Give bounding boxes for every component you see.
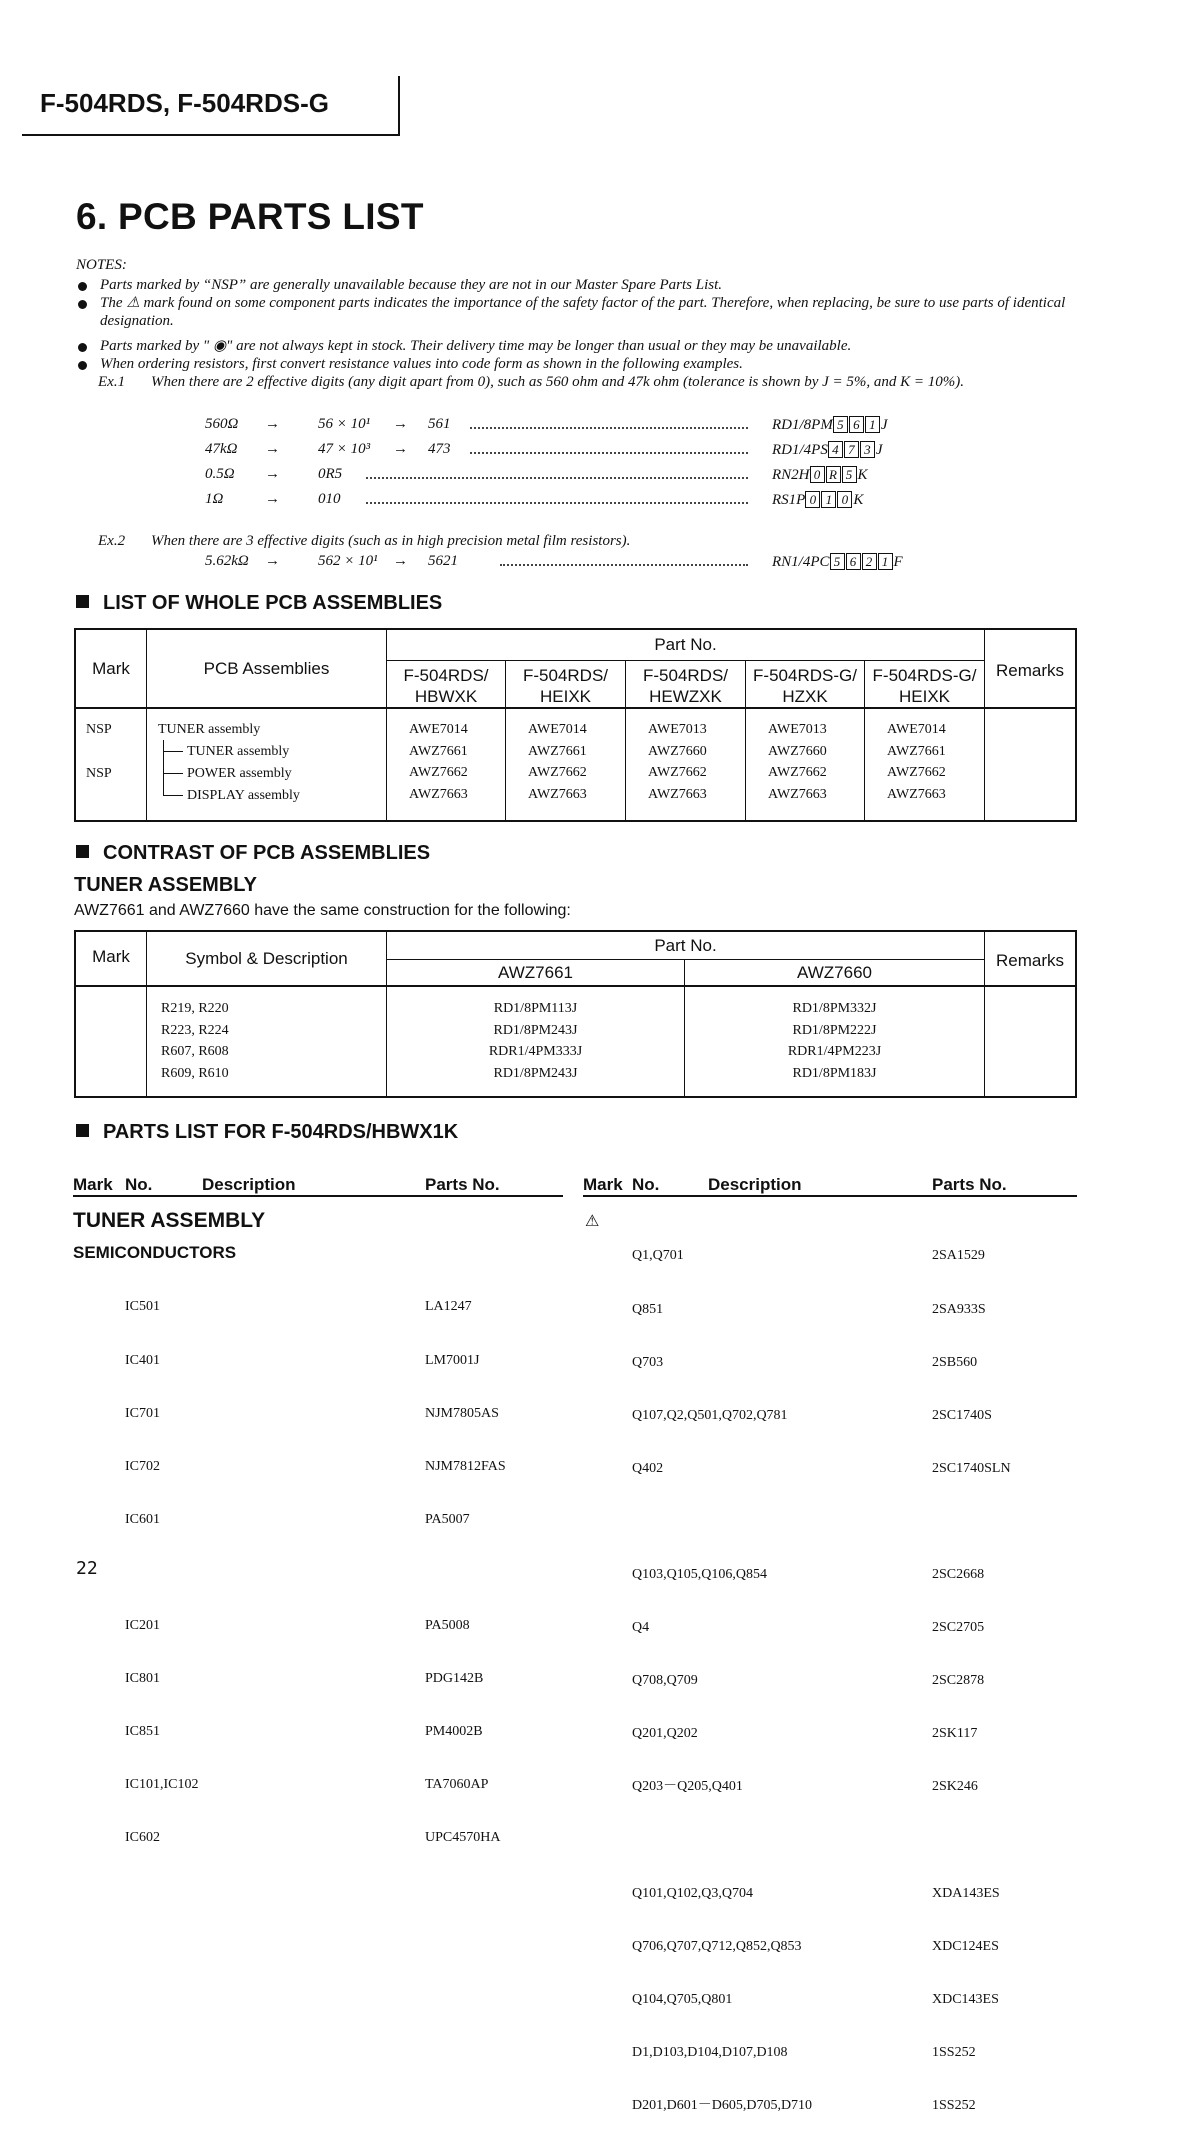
mark-cell: NSP <box>86 722 112 737</box>
list-item: LA1247 <box>425 1299 472 1315</box>
arrow-icon: → <box>265 553 280 569</box>
list-item: IC602 <box>125 1830 160 1846</box>
list-item: XDA143ES <box>932 1885 1000 1901</box>
arrow-icon: → <box>265 416 280 432</box>
list-item: IC801 <box>125 1671 160 1687</box>
pl-header-mark: Mark <box>73 1175 113 1194</box>
part-no-column: AWE7014 AWZ7661 AWZ7662 AWZ7663 <box>887 722 946 802</box>
note-stock: Parts marked by " ◉" are not always kept in stock. Their delivery time may be longer than usual or they may be unavailable. <box>100 338 852 354</box>
assembly-name: TUNER assembly <box>187 744 290 759</box>
resistance-value: 1Ω <box>205 491 224 507</box>
code: 5621 <box>428 553 458 569</box>
list-item: IC601 <box>125 1511 160 1527</box>
pl-header-mark: Mark <box>583 1175 623 1194</box>
leader-dots <box>470 452 748 454</box>
col-header-model: F-504RDS/ HBWXK <box>403 666 489 706</box>
list-item <box>932 1513 1011 1531</box>
list-item: 2SC2668 <box>932 1567 985 1583</box>
list-item: 2SC1740S <box>932 1407 992 1423</box>
col-header-model: F-504RDS/ HEIXK <box>522 666 609 706</box>
resistance-value: 0.5Ω <box>205 466 235 482</box>
document-model-header: F-504RDS, F-504RDS-G <box>40 88 329 118</box>
list-item: PA5007 <box>425 1511 470 1527</box>
pl-header-parts-no: Parts No. <box>932 1175 1007 1194</box>
col-header-part-no: Part No. <box>654 635 717 654</box>
list-item: 2SC1740SLN <box>932 1460 1011 1476</box>
list-item: 2SK117 <box>932 1726 978 1742</box>
list-item: XDC124ES <box>932 1938 999 1954</box>
col-header-mark: Mark <box>92 947 130 966</box>
list-item: Q706,Q707,Q712,Q852,Q853 <box>632 1938 802 1954</box>
part-no-column: AWE7014 AWZ7661 AWZ7662 AWZ7663 <box>528 722 587 802</box>
list-item: IC701 <box>125 1405 160 1421</box>
list-item: 1SS252 <box>932 2098 976 2114</box>
part-no-column: AWE7014 AWZ7661 AWZ7662 AWZ7663 <box>409 722 468 802</box>
multiplier: 56 × 10¹ <box>318 416 371 432</box>
page-number: 22 <box>76 1558 98 1579</box>
list-item <box>125 1564 199 1582</box>
pl-header-no: No. <box>632 1175 660 1194</box>
list-item: IC401 <box>125 1352 160 1368</box>
list-item: Q101,Q102,Q3,Q704 <box>632 1885 753 1901</box>
list-item: Q203－Q205,Q401 <box>632 1779 743 1795</box>
contrast-subheading: TUNER ASSEMBLY <box>74 874 257 896</box>
col-header-symbol: Symbol & Description <box>185 949 348 968</box>
list-item: IC851 <box>125 1724 160 1740</box>
square-bullet-icon <box>76 595 89 608</box>
col-header-mark: Mark <box>92 659 130 678</box>
col-header-assemblies: PCB Assemblies <box>203 659 330 678</box>
left-description-column <box>125 1263 199 1865</box>
square-bullet-icon <box>76 845 89 858</box>
group-title: SEMICONDUCTORS <box>73 1243 237 1262</box>
list-item: 2SA1529 <box>932 1248 985 1264</box>
list-item: LM7001J <box>425 1352 480 1368</box>
right-description-column <box>632 1212 812 2133</box>
pl-header-no: No. <box>125 1175 153 1194</box>
note-safety-mark: The ⚠ mark found on some component parts indicates the importance of the safety factor of the part. Therefore, when replacing, be sure to use parts of identical designation. <box>100 295 1066 329</box>
part-no-column: AWE7013 AWZ7660 AWZ7662 AWZ7663 <box>768 722 827 802</box>
tree-line <box>163 740 164 795</box>
multiplier: 47 × 10³ <box>318 441 371 457</box>
multiplier: 562 × 10¹ <box>318 553 378 569</box>
section-heading-whole-pcb: LIST OF WHOLE PCB ASSEMBLIES <box>76 592 442 615</box>
list-item: Q703 <box>632 1354 664 1370</box>
pl-header-rule <box>583 1195 1077 1197</box>
multiplier: 010 <box>318 491 341 507</box>
ex2-label: Ex.2 <box>98 533 126 549</box>
section-heading-parts-list: PARTS LIST FOR F-504RDS/HBWX1K <box>76 1121 458 1144</box>
resistance-value: 5.62kΩ <box>205 553 249 569</box>
list-item: Q201,Q202 <box>632 1726 698 1742</box>
pl-header-rule <box>73 1195 563 1197</box>
col-header-model: F-504RDS/ HEWZXK <box>642 666 729 706</box>
note-resistor-code: When ordering resistors, first convert resistance values into code form as shown in the following examples. <box>100 356 743 372</box>
list-item: D1,D103,D104,D107,D108 <box>632 2045 788 2061</box>
list-item: TA7060AP <box>425 1777 489 1793</box>
list-item: XDC143ES <box>932 1991 999 2007</box>
col-header-remarks: Remarks <box>995 951 1064 970</box>
arrow-icon: → <box>393 553 408 569</box>
part-code: RN1/4PC 5 6 2 1 F <box>772 554 903 570</box>
list-item <box>632 1832 812 1850</box>
pl-header-description: Description <box>708 1175 802 1194</box>
list-item: Q104,Q705,Q801 <box>632 1991 733 2007</box>
bullet-icon <box>78 282 87 291</box>
col-header-remarks: Remarks <box>995 661 1064 680</box>
col-header-model: F-504RDS-G/ HZXK <box>753 666 857 706</box>
safety-warning-icon: ⚠ <box>585 1213 600 1230</box>
ex2-text: When there are 3 effective digits (such as in high precision metal film resistors). <box>151 533 631 549</box>
assembly-name: TUNER assembly <box>158 722 261 737</box>
notes-label: NOTES: <box>76 257 127 273</box>
arrow-icon: → <box>265 466 280 482</box>
arrow-icon: → <box>393 441 408 457</box>
col-header-part-no: Part No. <box>654 936 717 955</box>
code: 561 <box>428 416 451 432</box>
bullet-icon <box>78 300 87 309</box>
list-item: IC501 <box>125 1299 160 1315</box>
ex1-label: Ex.1 <box>98 374 126 390</box>
list-item: 2SK246 <box>932 1779 978 1795</box>
assembly-name: POWER assembly <box>187 766 292 781</box>
pl-header-description: Description <box>202 1175 296 1194</box>
awz7660-column: RD1/8PM332J RD1/8PM222J RDR1/4PM223J RD1/8PM183J <box>787 1001 882 1081</box>
list-item: IC101,IC102 <box>125 1777 199 1793</box>
col-header-model: F-504RDS-G/ HEIXK <box>872 666 977 706</box>
ex1-text: When there are 2 effective digits (any digit apart from 0), such as 560 ohm and 47k ohm (tolerance is shown by J = 5%, and K = 10%). <box>151 374 965 390</box>
list-item: Q107,Q2,Q501,Q702,Q781 <box>632 1407 788 1423</box>
code: 473 <box>428 441 451 457</box>
list-item <box>932 1832 1011 1850</box>
left-parts-no-column <box>425 1263 506 1865</box>
mark-cell: NSP <box>86 766 112 781</box>
list-item: Q402 <box>632 1460 664 1476</box>
header-rule <box>22 134 400 136</box>
bullet-icon <box>78 343 87 352</box>
list-item: Q851 <box>632 1301 664 1317</box>
leader-dots <box>500 564 748 566</box>
list-item: Q708,Q709 <box>632 1673 698 1689</box>
list-item: Q103,Q105,Q106,Q854 <box>632 1567 767 1583</box>
part-code: RD1/4PS 4 7 3 J <box>772 442 883 458</box>
list-item <box>632 1513 812 1531</box>
list-item: PM4002B <box>425 1724 483 1740</box>
list-item: UPC4570HA <box>425 1830 501 1846</box>
pl-header-parts-no: Parts No. <box>425 1175 500 1194</box>
part-code: RN2H 0 R 5 K <box>772 467 868 483</box>
contrast-table <box>74 930 1077 1098</box>
part-code: RS1P 0 1 0 K <box>772 492 864 508</box>
resistance-value: 560Ω <box>205 416 239 432</box>
list-item: Q4 <box>632 1620 650 1636</box>
list-item: PA5008 <box>425 1618 470 1634</box>
arrow-icon: → <box>265 491 280 507</box>
bullet-icon <box>78 361 87 370</box>
whole-pcb-table <box>74 628 1077 822</box>
multiplier: 0R5 <box>318 466 343 482</box>
list-item: IC201 <box>125 1618 160 1634</box>
leader-dots <box>366 477 748 479</box>
list-item: 2SC2705 <box>932 1620 985 1636</box>
resistance-value: 47kΩ <box>205 441 238 457</box>
list-item: Q1,Q701 <box>632 1248 684 1264</box>
list-item: 1SS252 <box>932 2045 976 2061</box>
list-item: 2SB560 <box>932 1354 978 1370</box>
arrow-icon: → <box>265 441 280 457</box>
leader-dots <box>470 427 748 429</box>
page-title: 6. PCB PARTS LIST <box>76 196 424 237</box>
assembly-title: TUNER ASSEMBLY <box>73 1209 266 1232</box>
awz7661-column: RD1/8PM113J RD1/8PM243J RDR1/4PM333J RD1/8PM243J <box>488 1001 583 1081</box>
list-item: D201,D601－D605,D705,D710 <box>632 2098 813 2114</box>
list-item: NJM7805AS <box>425 1405 499 1421</box>
note-nsp: Parts marked by “NSP” are generally unavailable because they are not in our Master Spare Parts List. <box>100 277 723 293</box>
assembly-name: DISPLAY assembly <box>187 788 300 803</box>
arrow-icon: → <box>393 416 408 432</box>
section-heading-contrast: CONTRAST OF PCB ASSEMBLIES <box>76 842 430 865</box>
list-item: NJM7812FAS <box>425 1458 506 1474</box>
list-item: IC702 <box>125 1458 160 1474</box>
part-code: RD1/8PM 5 6 1 J <box>772 417 888 433</box>
col-header-awz7661: AWZ7661 <box>498 963 573 982</box>
list-item: PDG142B <box>425 1671 484 1687</box>
list-item <box>425 1564 506 1582</box>
header-rule-vertical <box>398 76 400 136</box>
part-no-column: AWE7013 AWZ7660 AWZ7662 AWZ7663 <box>648 722 707 802</box>
leader-dots <box>366 502 748 504</box>
contrast-intro: AWZ7661 and AWZ7660 have the same construction for the following: <box>74 902 571 919</box>
right-parts-no-column <box>932 1212 1011 2133</box>
col-header-awz7660: AWZ7660 <box>797 963 872 982</box>
list-item: 2SA933S <box>932 1301 986 1317</box>
symbol-column: R219, R220 R223, R224 R607, R608 R609, R610 <box>161 1001 229 1081</box>
square-bullet-icon <box>76 1124 89 1137</box>
list-item: 2SC2878 <box>932 1673 985 1689</box>
